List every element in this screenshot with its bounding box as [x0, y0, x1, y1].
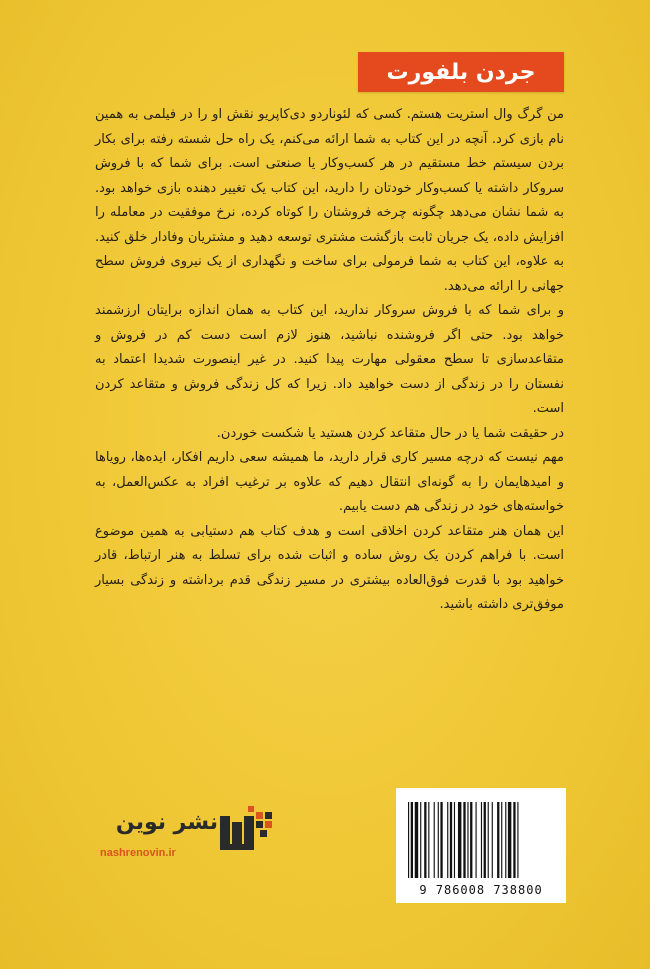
- isbn-number: 9 786008 738800: [419, 883, 543, 897]
- barcode-icon: [408, 802, 554, 878]
- blurb-paragraph: مهم نیست که درچه مسیر کاری قرار دارید، ما همیشه سعی داریم افکار، ایده‌ها، رویاها و امیدهایمان را به گونه‌ای انتقال دهیم که علاوه بر ترغیب افراد به عکس‌العمل، به خواسته‌های خود در زندگی هم دست یابیم.: [95, 450, 564, 514]
- publisher-logo-icon: [218, 806, 274, 854]
- publisher-name: نشر نوین: [115, 810, 218, 835]
- blurb-paragraph: در حقیقت شما یا در حال متقاعد کردن هستید یا شکست خوردن.: [216, 425, 564, 441]
- blurb-text: [95, 103, 564, 618]
- author-name: جردن بلفورت: [386, 59, 536, 85]
- publisher-logo: [98, 800, 278, 870]
- blurb-paragraph: این همان هنر متقاعد کردن اخلاقی است و هدف کتاب هم دستیابی به همین موضوع است. با فراهم کردن یک روش ساده و اثبات شده برای تسلط به هنر ارتباط، قادر خواهید بود با قدرت فوق‌العاده بیشتری در مسیر زندگی قدم برداشته و زندگی بسیار موفق‌تری داشته باشید.: [95, 523, 564, 612]
- author-name-badge: [358, 52, 564, 92]
- isbn-barcode: [396, 788, 566, 903]
- blurb-paragraph: و برای شما که با فروش سروکار ندارید، این کتاب به همان اندازه برایتان ارزشمند خواهد بود. حتی اگر فروشنده نباشید، هنوز لازم است دست کم در فروش و متقاعدسازی تا سطح معقولی مهارت پیدا کنید. در غیر اینصورت شدیدا اعتماد به نفستان را در زندگی از دست خواهید داد. زیرا که کل زندگی فروش و متقاعد کردن است.: [95, 303, 564, 416]
- blurb-paragraph: من گرگ وال استریت هستم. کسی که لئوناردو دی‌کاپریو نقش او را در فیلمی به همین نام بازی کرد. آنچه در این کتاب به شما ارائه می‌کنم، یک راه حل شسته رفته برای بکار بردن سیستم خط مستقیم در هر کسب‌وکار یا صنعتی است. برای شما که با فروش سروکار داشته یا کسب‌وکار خودتان را دارید، این کتاب یک تغییر دهنده بازی خواهد بود. به شما نشان می‌دهد چگونه چرخه فروشتان را کوتاه کرده، نرخ موفقیت در معامله را افزایش داده، یک جریان ثابت بازگشت مشتری توسعه دهید و مشتریان وفادار خلق کنید. به علاوه، این کتاب به شما فرمولی برای ساخت و نگهداری از یک نیروی فروش سطح جهانی را ارائه می‌دهد.: [95, 107, 564, 294]
- publisher-url: nashrenovin.ir: [100, 847, 176, 859]
